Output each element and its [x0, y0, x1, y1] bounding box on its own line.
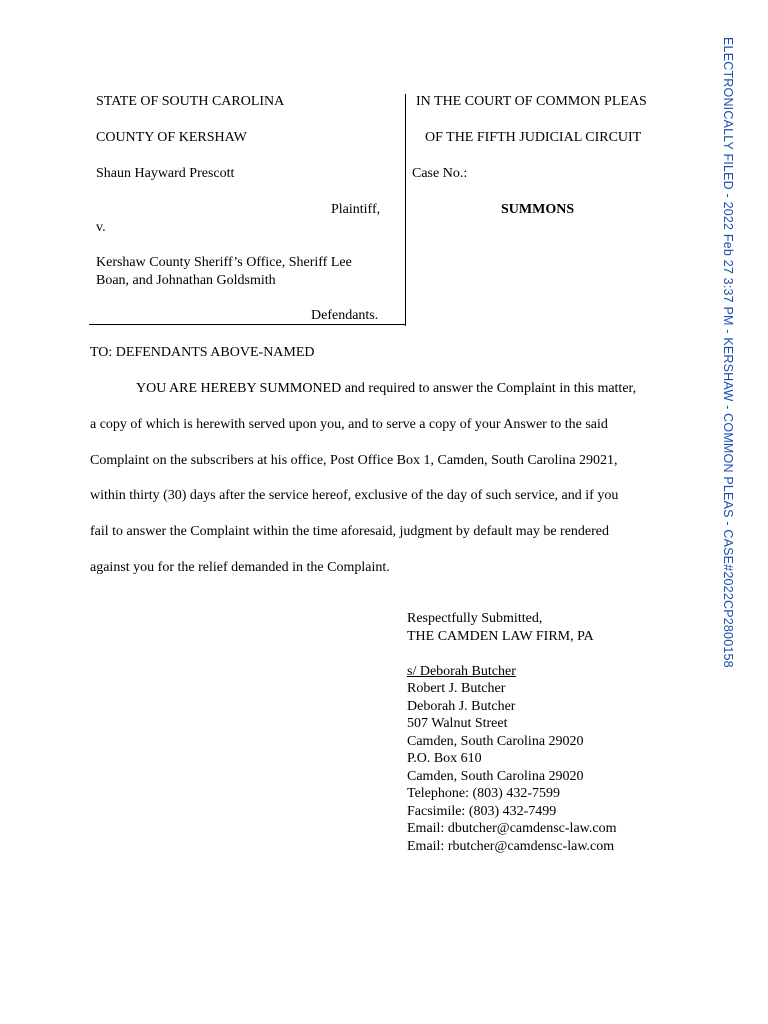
city-state-zip: Camden, South Carolina 29020 — [407, 768, 584, 784]
county-label: COUNTY OF KERSHAW — [96, 130, 247, 145]
court-name-line2: OF THE FIFTH JUDICIAL CIRCUIT — [425, 130, 642, 145]
defendants-label: Defendants. — [311, 308, 379, 323]
electronic-filing-stamp: ELECTRONICALLY FILED - 2022 Feb 27 3:37 PM - KERSHAW - COMMON PLEAS - CASE#2022CP2800158 — [721, 37, 735, 668]
case-number-label: Case No.: — [412, 166, 468, 181]
city-state-zip: Camden, South Carolina 29020 — [407, 733, 584, 749]
facsimile: Facsimile: (803) 432-7499 — [407, 803, 557, 819]
defendants-names-line1: Kershaw County Sheriff’s Office, Sheriff Lee — [96, 255, 352, 270]
body-line: against you for the relief demanded in the Complaint. — [90, 560, 390, 575]
body-line: a copy of which is herewith served upon you, and to serve a copy of your Answer to the said — [90, 417, 608, 432]
email-link[interactable]: Email: rbutcher@camdensc-law.com — [407, 838, 615, 854]
signature-block — [407, 610, 616, 855]
versus-label: v. — [96, 220, 106, 235]
caption-vertical-divider — [405, 94, 406, 326]
plaintiff-name: Shaun Hayward Prescott — [96, 166, 235, 181]
closing-text: Respectfully Submitted, — [407, 611, 543, 626]
defendants-names-line2: Boan, and Johnathan Goldsmith — [96, 273, 276, 288]
caption-horizontal-divider — [89, 324, 406, 325]
plaintiff-label: Plaintiff, — [331, 202, 381, 217]
po-box: P.O. Box 610 — [407, 751, 482, 766]
body-line: within thirty (30) days after the service hereof, exclusive of the day of such service, and if you — [90, 488, 619, 503]
document-title: SUMMONS — [501, 202, 575, 217]
telephone: Telephone: (803) 432-7599 — [407, 786, 560, 801]
spacer — [407, 645, 616, 663]
body-line: Complaint on the subscribers at his office, Post Office Box 1, Camden, South Carolina 29021, — [90, 453, 618, 468]
email-link[interactable]: Email: dbutcher@camdensc-law.com — [407, 821, 617, 836]
body-line: YOU ARE HEREBY SUMMONED and required to answer the Complaint in this matter, — [136, 381, 637, 396]
attorney-name: Deborah J. Butcher — [407, 698, 516, 714]
court-name-line1: IN THE COURT OF COMMON PLEAS — [416, 94, 647, 109]
street-address: 507 Walnut Street — [407, 716, 508, 731]
electronic-signature: s/ Deborah Butcher — [407, 663, 516, 679]
body-line: fail to answer the Complaint within the time aforesaid, judgment by default may be rendered — [90, 524, 610, 539]
to-line: TO: DEFENDANTS ABOVE-NAMED — [90, 345, 315, 360]
firm-name: THE CAMDEN LAW FIRM, PA — [407, 628, 594, 644]
state-label: STATE OF SOUTH CAROLINA — [96, 94, 285, 109]
attorney-name: Robert J. Butcher — [407, 681, 506, 696]
